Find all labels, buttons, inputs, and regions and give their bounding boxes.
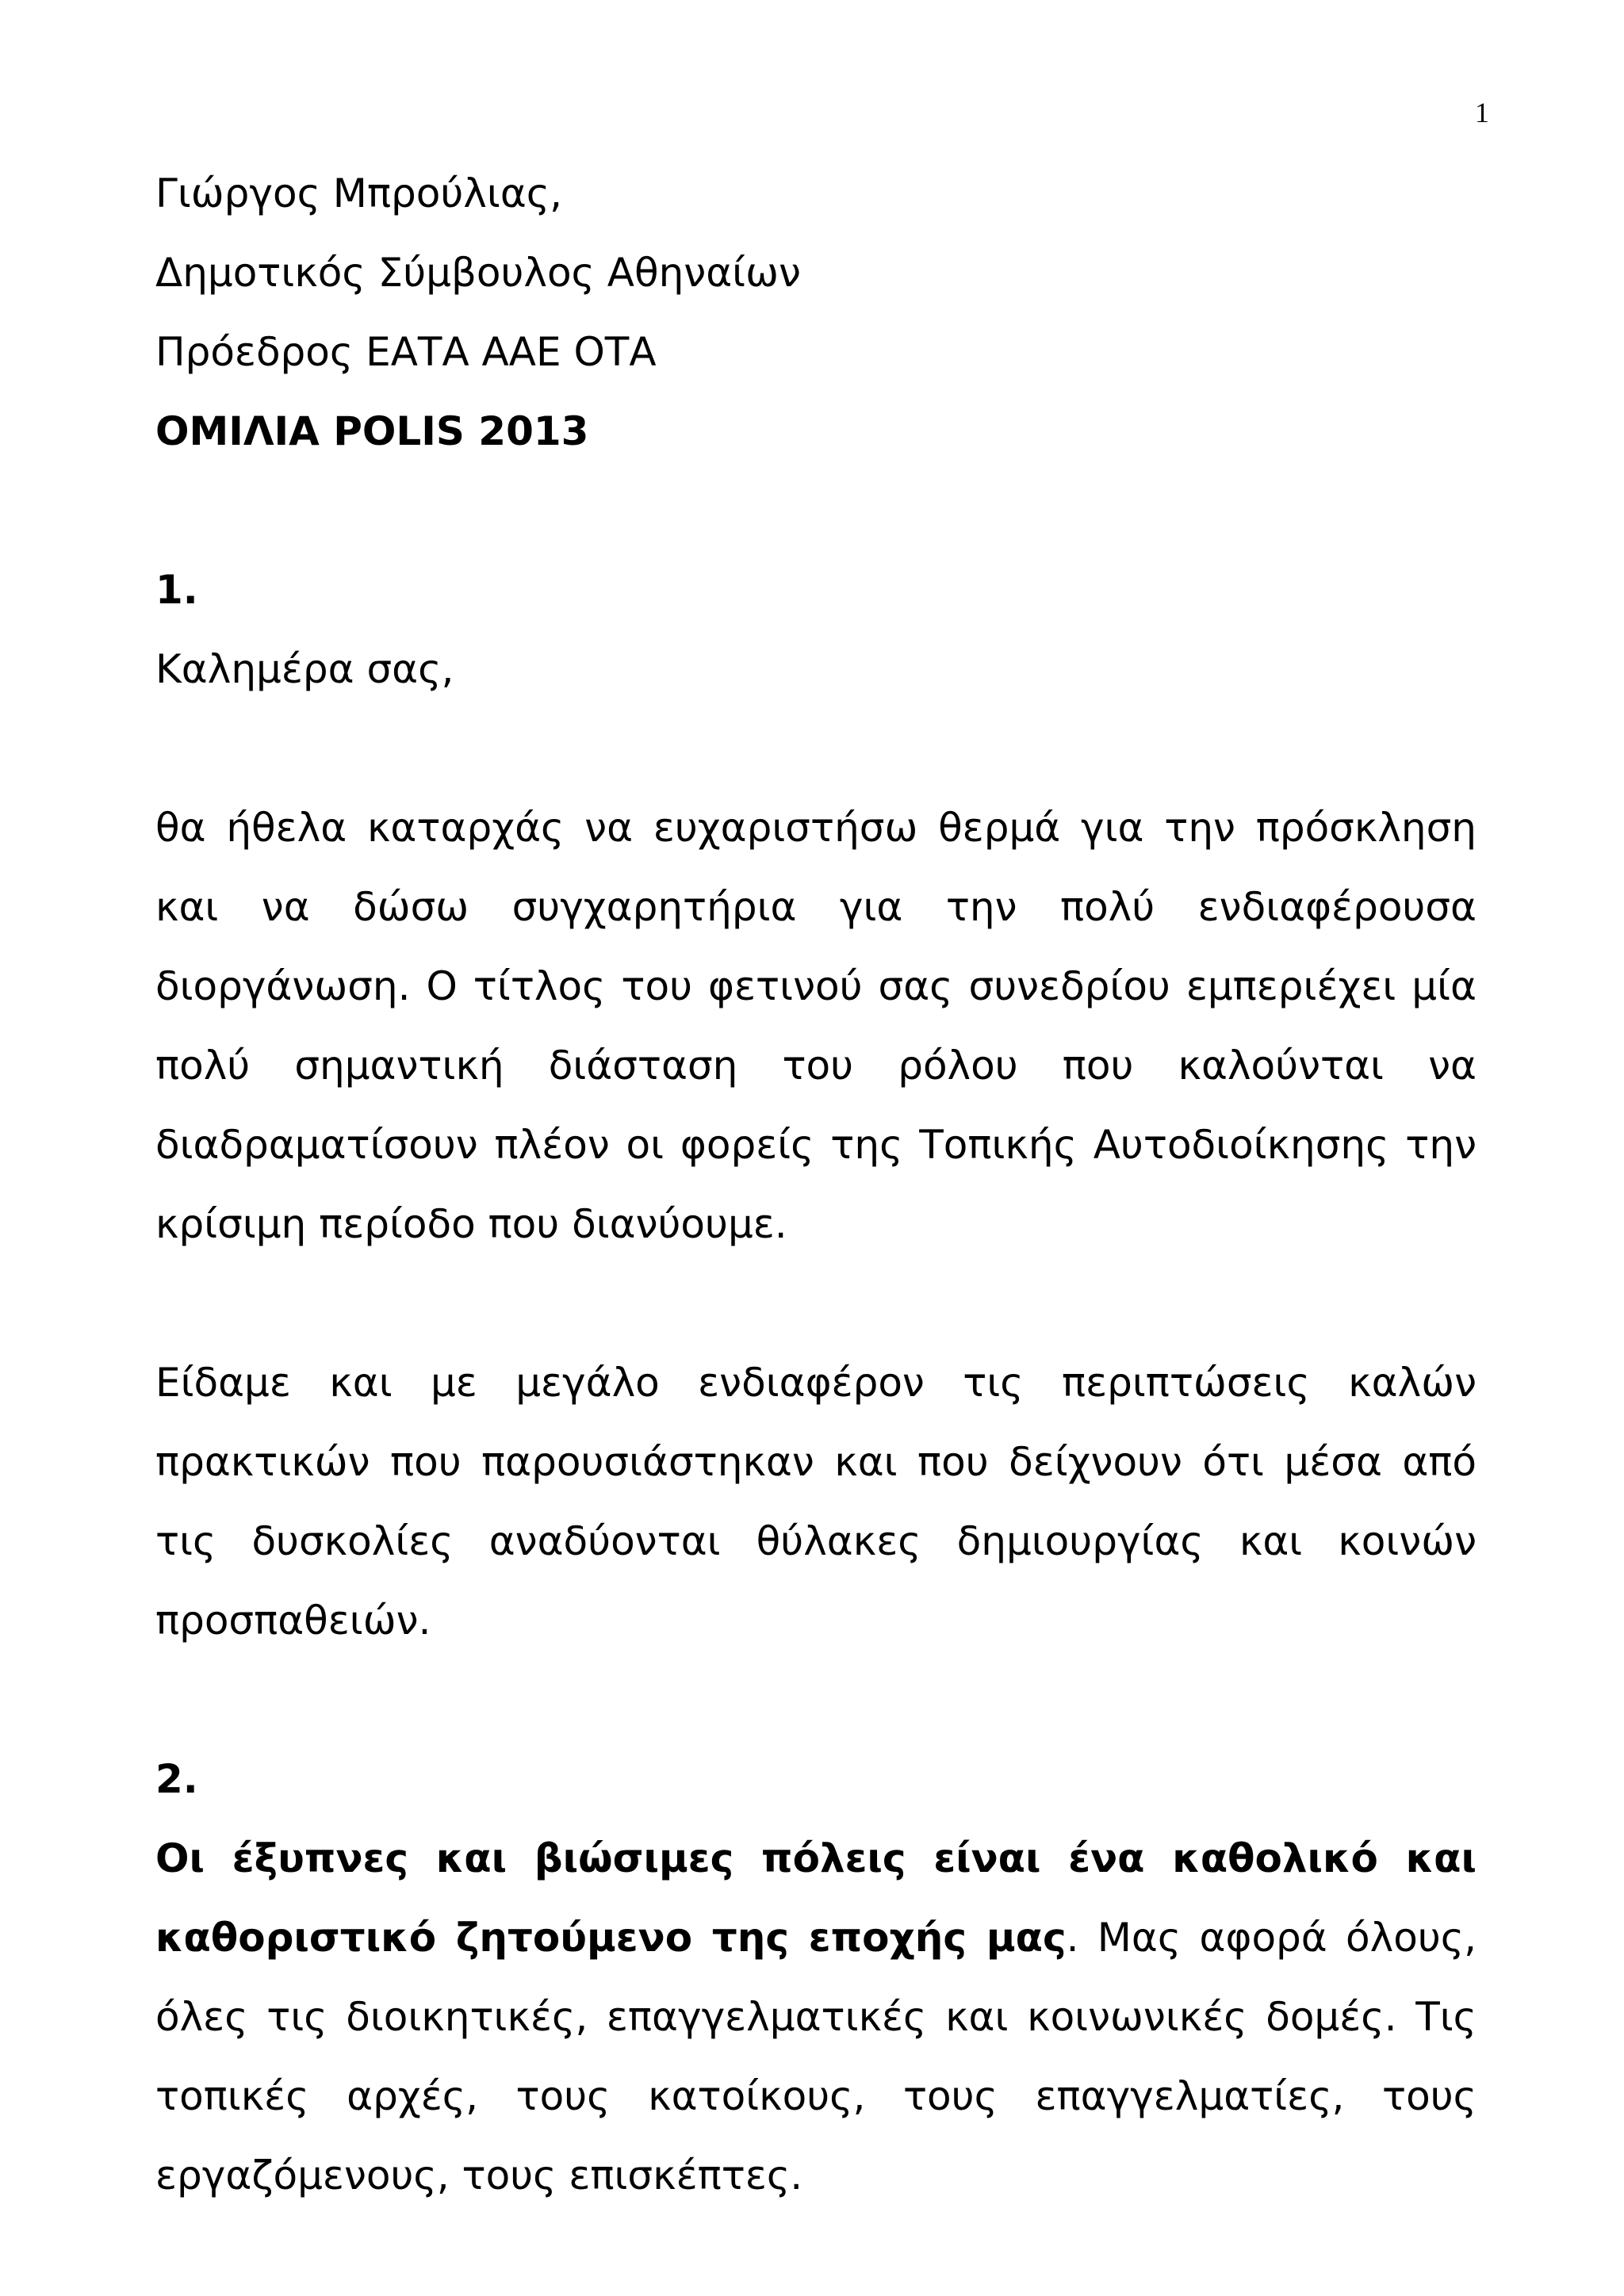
paragraph-best-practices: Είδαμε και με μεγάλο ενδιαφέρον τις περιπτώσεις καλών πρακτικών που παρουσιάστηκαν και που δείχνουν ότι μέσα από τις δυσκολίες αναδύονται θύλακες δημιουργίας και κοινών προσπαθειών.: [155, 1360, 1477, 1644]
page-number: 1: [1475, 97, 1489, 128]
spacer: [155, 1264, 1477, 1343]
paragraph-smart-cities: [155, 1819, 1477, 2215]
author-name: Γιώργος Μπρούλιας,: [155, 170, 563, 216]
section-1-number: 1.: [155, 567, 198, 613]
author-role-councillor: Δημοτικός Σύμβουλος Αθηναίων: [155, 250, 801, 296]
paragraph-smart-cities-bold-lead: Οι έξυπνες και βιώσιμες πόλεις είναι ένα καθολικό και καθοριστικό ζητούμενο της εποχής μας: [155, 1835, 1477, 1961]
paragraph-smart-cities-rest: . Μας αφορά όλους, όλες τις διοικητικές, επαγγελματικές και κοινωνικές δομές. Τις τοπικές αρχές, τους κατοίκους, τους επαγγελματίες, τους εργαζόμενους, τους επισκέπτες.: [155, 1915, 1477, 2198]
spacer: [155, 471, 1477, 550]
document-body: [155, 154, 1477, 2215]
document-title: ΟΜΙΛΙΑ POLIS 2013: [155, 408, 589, 454]
paragraph-thanks: θα ήθελα καταρχάς να ευχαριστήσω θερμά για την πρόσκληση και να δώσω συγχαρητήρια για την πολύ ενδιαφέρουσα διοργάνωση. Ο τίτλος του φετινού σας συνεδρίου εμπεριέχει μία πολύ σημαντική διάσταση του ρόλου που καλούνται να διαδραματίσουν πλέον οι φορείς της Τοπικής Αυτοδιοίκησης την κρίσιμη περίοδο που διανύουμε.: [155, 805, 1477, 1247]
spacer: [155, 709, 1477, 788]
spacer: [155, 1660, 1477, 1739]
greeting: Καλημέρα σας,: [155, 646, 454, 692]
author-role-president: Πρόεδρος ΕΑΤΑ ΑΑΕ ΟΤΑ: [155, 329, 657, 375]
section-2-number: 2.: [155, 1756, 198, 1802]
